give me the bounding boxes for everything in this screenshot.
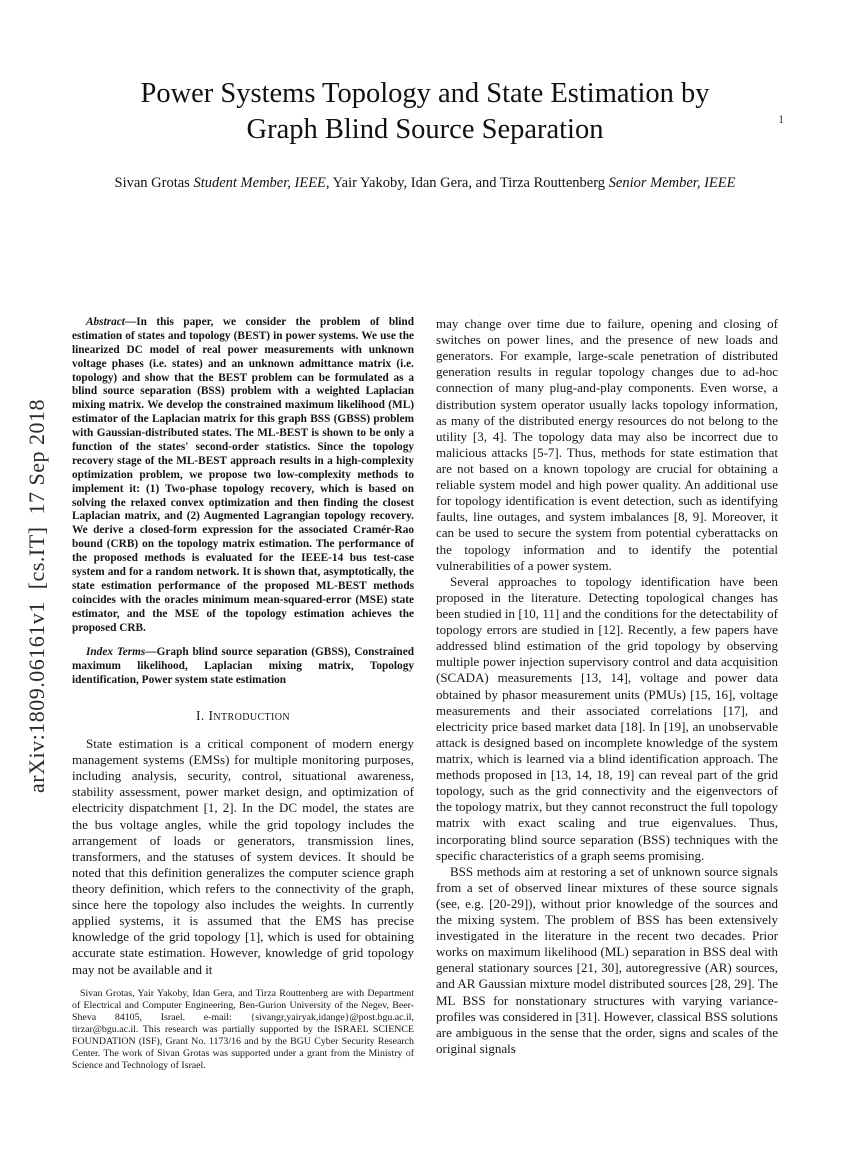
left-column: [72, 316, 414, 1072]
paper-page: [0, 76, 850, 1071]
introduction-paragraph: State estimation is a critical component of modern energy management systems (EMSs) for multiple monitoring purposes, including analysis, security, control, situational awareness, stability assessment, power market design, and optimization of electricity dispatchment [1, 2]. In the DC model, the states are the bus voltage angles, while the grid topology includes the arrangement of loads or generators, transmission lines, transformers, and the statuses of system devices. It should be noted that this definition generalizes the computer science graph theory definition, which refers to the connectivity of the graph, since here the topology also includes the weights. In currently applied systems, it is assumed that the EMS has precise knowledge of the grid topology [1], which is used for obtaining accurate state estimation. However, knowledge of grid topology may not be available and it: [72, 736, 414, 977]
author-membership: Student Member, IEEE: [193, 174, 326, 191]
two-column-body: [72, 316, 778, 1072]
abstract-label: Abstract: [86, 316, 125, 328]
body-paragraph-3: BSS methods aim at restoring a set of unknown source signals from a set of observed linear mixtures of these source signals (see, e.g. [20-29]), without prior knowledge of the sources and the mixing system. The problem of BSS has been extensively investigated in the literature in the recent two decades. Prior works on maximum likelihood (ML) separation in BSS deal with general stationary sources [21, 30], autoregressive (AR) sources, and AR Gaussian mixture model distributed sources [28, 29]. The ML BSS for nonstationary structures with varying variance-profiles was considered in [31]. However, classical BSS solutions are ambiguous in the sense that the order, signs and scales of the original signals: [436, 863, 778, 1056]
author-line: [0, 175, 850, 192]
body-paragraph-2: Several approaches to topology identification have been proposed in the literature. Detecting topological changes has been studied in [10, 11] and the conditions for the detectability of topology errors are studied in [12]. Recently, a few papers have addressed blind estimation of the grid topology by observing multiple power injection supervisory control and data acquisition (SCADA) measurements [13, 14], voltage and power data obtained by phasor measurement units (PMUs) [15, 16], voltage measurements and their associated correlations [17], and electricity price based market data [18]. In [19], an unobservable attack is designed based on incomplete knowledge of the system matrix, which is learned via a blind identification approach. The methods proposed in [13, 14, 18, 19] can reveal part of the grid topology, such as the grid connectivity and the eigenvectors of the topology matrix, but they cannot reconstruct the full topology matrix with exact scaling and true eigenvalues. Thus, incorporating blind source separation (BSS) techniques with the specific characteristics of a graph seems promising.: [436, 573, 778, 863]
index-terms-label: Index Terms: [86, 646, 146, 659]
author-names: , Yair Yakoby, Idan Gera, and Tirza Routtenberg: [325, 174, 609, 191]
page-number: 1: [778, 114, 784, 126]
section-heading-introduction: I. Introduction: [195, 708, 291, 724]
right-column: [436, 316, 778, 1072]
paper-title: Power Systems Topology and State Estimation by Graph Blind Source Separation: [140, 78, 710, 146]
index-terms-text: —Graph blind source separation (GBSS), Constrained maximum likelihood, Laplacian mixing matrix, Topology identification, Power system state estimation: [72, 646, 414, 687]
abstract-text: —In this paper, we consider the problem of blind estimation of states and topology (BEST) in power systems. We use the linearized DC model of real power measurements with unknown voltage phases (i.e. states) and an unknown admittance matrix (i.e. topology) and show that the BEST problem can be formulated as a blind source separation (BSS) problem with a weighted Laplacian mixing matrix. We develop the constrained maximum likelihood (ML) estimator of the Laplacian matrix for this graph BSS (GBSS) problem with Gaussian-distributed states. The ML-BEST is shown to be only a function of the states' second-order statistics. Since the topology recovery stage of the ML-BEST approach results in a high-complexity optimization problem, we propose two low-complexity methods to implement it: (1) Two-phase topology recovery, which is based on solving the relaxed convex optimization and then finding the closest Laplacian matrix, and (2) Augmented Lagrangian topology recovery. We derive a closed-form expression for the associated Cramér-Rao bound (CRB) on the topology matrix estimation. The performance of the proposed methods is evaluated for the IEEE-14 bus test-case system and for a random network. It is shown that, asymptotically, the state estimation performance of the proposed ML-BEST methods coincides with the oracles minimum mean-squared-error (MSE) state estimator, and the MSE of the topology estimation achieves the proposed CRB.: [72, 316, 414, 634]
author-names: Sivan Grotas: [114, 174, 194, 191]
arxiv-watermark: arXiv:1809.06161v1 [cs.IT] 17 Sep 2018: [24, 399, 49, 793]
index-terms-paragraph: [72, 646, 414, 688]
abstract-paragraph: [72, 316, 414, 635]
author-membership: Senior Member, IEEE: [608, 174, 736, 191]
author-footnote: Sivan Grotas, Yair Yakoby, Idan Gera, and Tirza Routtenberg are with Department of Electrical and Computer Engineering, Ben-Gurion University of the Negev, Beer-Sheva 84105, Israel. e-mail: {sivangr,yairyak,idange}@post.bgu.ac.il, tirzar@bgu.ac.il. This research was partially supported by the ISRAEL SCIENCE FOUNDATION (ISF), Grant No. 1173/16 and by the BGU Cyber Security Research Center. The work of Sivan Grotas was supported under a grant from the Ministry of Science and Technology of Israel.: [72, 987, 414, 1071]
body-paragraph-1: may change over time due to failure, opening and closing of switches on power lines, and the presence of new loads and generators. For example, large-scale penetration of distributed generation results in regular topology changes due to ad-hoc connection of many plug-and-play components. Even worse, a distribution system operator usually lacks topology information, as many of the distributed energy resources do not belong to the utility [3, 4]. The topology data may also be incorrect due to malicious attacks [5-7]. Thus, methods for state estimation that are not based on a known topology are crucial for obtaining a reliable system model and high power quality. An additional use for topology identification is event detection, such as identifying faults, line outages, and system imbalances [8, 9]. Moreover, it can be used to secure the system from potential cyberattacks on the topology information and to identify the potential vulnerabilities of a power system.: [436, 316, 778, 573]
introduction-section: [72, 708, 414, 977]
